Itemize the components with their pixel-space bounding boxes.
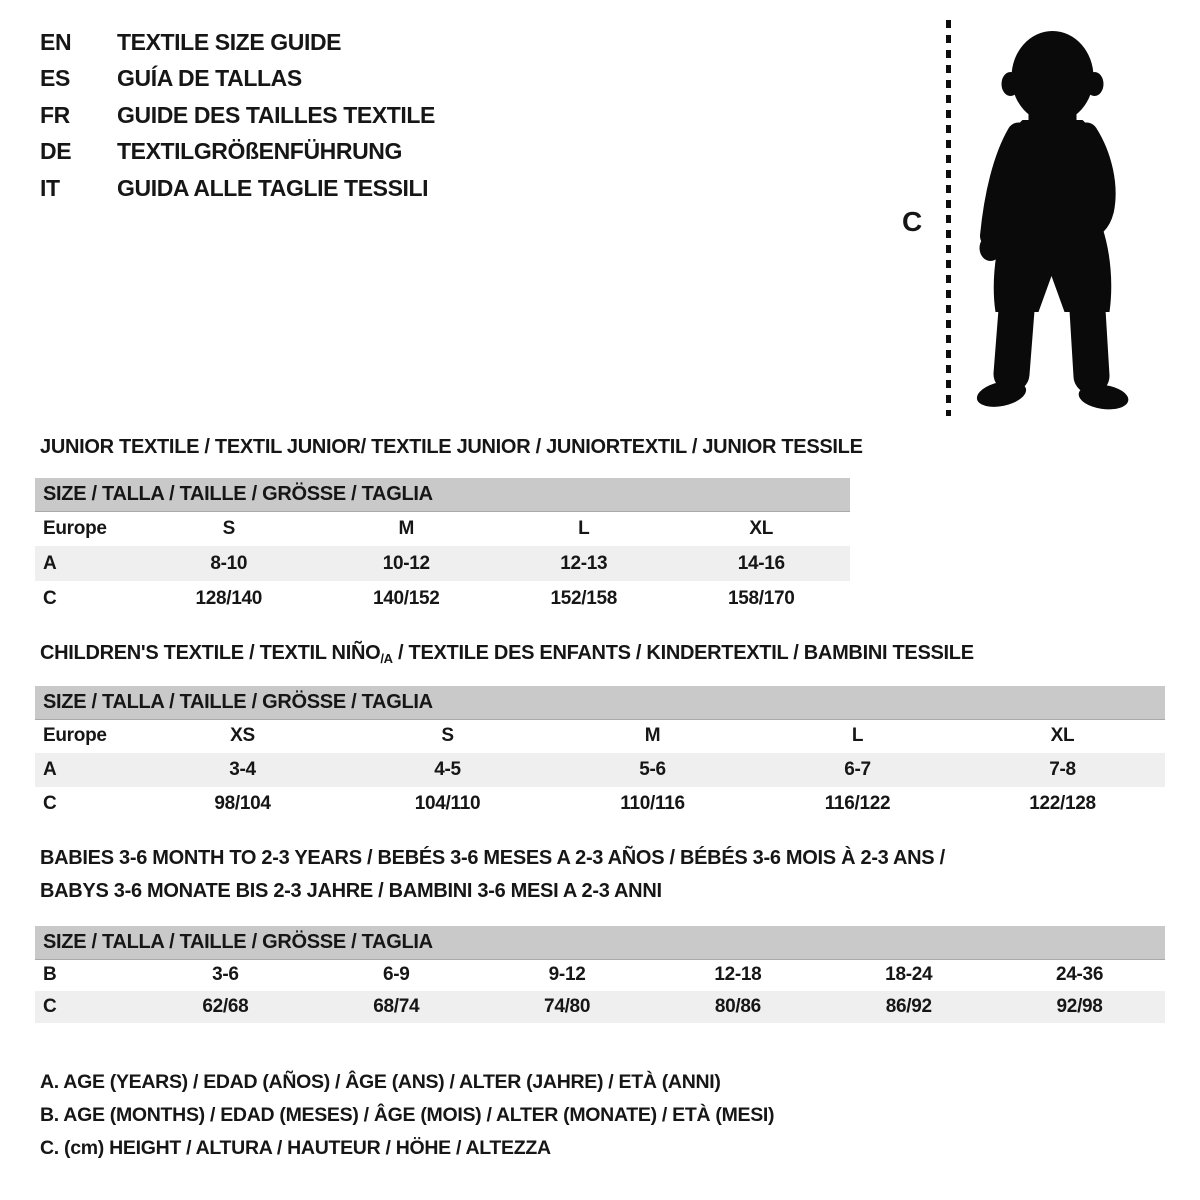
footnote-age-months: B. AGE (MONTHS) / EDAD (MESES) / ÂGE (MOIS) / ALTER (MONATE) / ETÀ (MESI)	[40, 1104, 775, 1126]
table-row	[35, 991, 1165, 1023]
size-cell: S	[441, 725, 454, 746]
children-size-table	[35, 686, 1165, 821]
age-cell: 3-6	[212, 964, 239, 985]
language-row-es	[40, 61, 435, 98]
children-title-post: / TEXTILE DES ENFANTS / KINDERTEXTIL / BAMBINI TESSILE	[392, 642, 974, 664]
row-label: Europe	[43, 517, 107, 539]
size-cell: L	[578, 517, 590, 539]
language-code: EN	[40, 28, 72, 55]
height-cell: 140/152	[372, 587, 440, 609]
language-row-it	[40, 170, 435, 207]
footnote-height-cm: C. (cm) HEIGHT / ALTURA / HAUTEUR / HÖHE / ALTEZZA	[40, 1137, 551, 1159]
age-cell: 9-12	[548, 964, 586, 985]
age-cell: 8-10	[210, 552, 248, 574]
table-row	[35, 511, 850, 546]
height-cell: 92/98	[1056, 996, 1103, 1017]
babies-size-table	[35, 926, 1165, 1023]
height-cell: 62/68	[202, 996, 249, 1017]
age-cell: 10-12	[382, 552, 430, 574]
junior-size-table	[35, 478, 850, 616]
height-cell: 122/128	[1029, 793, 1096, 814]
language-code: IT	[40, 174, 60, 201]
height-cell: 86/92	[885, 996, 932, 1017]
size-cell: XS	[230, 725, 255, 746]
size-cell: M	[398, 517, 415, 539]
language-code: ES	[40, 65, 70, 92]
table-row	[35, 959, 1165, 991]
height-cell: 110/116	[620, 793, 685, 814]
row-label: A	[43, 552, 57, 574]
language-title-list	[40, 24, 435, 207]
table-row	[35, 581, 850, 616]
row-label: C	[43, 587, 57, 609]
height-cell: 80/86	[714, 996, 761, 1017]
table-row	[35, 546, 850, 581]
height-cell: 152/158	[550, 587, 618, 609]
language-title: GUIDE DES TAILLES TEXTILE	[117, 101, 435, 128]
language-row-de	[40, 134, 435, 171]
row-label: A	[43, 759, 57, 780]
row-label: C	[43, 996, 57, 1017]
age-cell: 6-7	[844, 759, 871, 780]
toddler-silhouette	[962, 20, 1142, 420]
row-label: B	[43, 964, 57, 985]
age-cell: 18-24	[885, 964, 933, 985]
size-table-header: SIZE / TALLA / TAILLE / GRÖSSE / TAGLIA	[35, 926, 1165, 959]
age-cell: 6-9	[382, 964, 410, 985]
height-measure-dashed-line	[946, 20, 951, 416]
height-cell: 158/170	[727, 587, 795, 609]
height-cell: 128/140	[195, 587, 263, 609]
language-title: TEXTILE SIZE GUIDE	[117, 28, 342, 55]
table-row	[35, 719, 1165, 753]
height-measure-label: C	[902, 206, 923, 237]
language-title: TEXTILGRÖßENFÜHRUNG	[117, 138, 402, 165]
height-cell: 74/80	[544, 996, 591, 1017]
size-cell: XL	[1050, 725, 1075, 746]
size-cell: L	[851, 725, 864, 746]
size-table-header: SIZE / TALLA / TAILLE / GRÖSSE / TAGLIA	[35, 686, 1165, 719]
age-cell: 12-18	[714, 964, 762, 985]
size-cell: S	[222, 517, 235, 539]
height-cell: 104/110	[414, 793, 481, 814]
babies-section-title	[40, 842, 1040, 908]
row-label: C	[43, 793, 57, 814]
footnote-age-years: A. AGE (YEARS) / EDAD (AÑOS) / ÂGE (ANS) / ALTER (JAHRE) / ETÀ (ANNI)	[40, 1071, 721, 1093]
babies-title-line1: BABIES 3-6 MONTH TO 2-3 YEARS / BEBÉS 3-6 MESES A 2-3 AÑOS / BÉBÉS 3-6 MOIS À 2-3 ANS /	[40, 847, 945, 869]
legend-footnotes	[40, 1066, 774, 1165]
size-cell: M	[644, 725, 661, 746]
children-section-title	[40, 642, 974, 666]
babies-title-line2: BABYS 3-6 MONATE BIS 2-3 JAHRE / BAMBINI 3-6 MESI A 2-3 ANNI	[40, 880, 662, 902]
age-cell: 3-4	[229, 759, 256, 780]
table-row	[35, 753, 1165, 787]
age-cell: 7-8	[1049, 759, 1076, 780]
language-row-fr	[40, 97, 435, 134]
height-cell: 98/104	[214, 793, 271, 814]
language-title: GUÍA DE TALLAS	[117, 65, 302, 92]
junior-section-title: JUNIOR TEXTILE / TEXTIL JUNIOR/ TEXTILE JUNIOR / JUNIORTEXTIL / JUNIOR TESSILE	[40, 436, 863, 458]
size-cell: XL	[749, 517, 774, 539]
language-row-en	[40, 24, 435, 61]
height-cell: 116/122	[824, 793, 891, 814]
table-row	[35, 787, 1165, 821]
age-cell: 12-13	[560, 552, 608, 574]
row-label: Europe	[43, 725, 107, 746]
children-title-subscript: /A	[380, 651, 393, 666]
language-title: GUIDA ALLE TAGLIE TESSILI	[117, 174, 429, 201]
size-table-header: SIZE / TALLA / TAILLE / GRÖSSE / TAGLIA	[35, 478, 850, 511]
age-cell: 14-16	[737, 552, 785, 574]
language-code: DE	[40, 138, 72, 165]
language-code: FR	[40, 101, 70, 128]
age-cell: 5-6	[639, 759, 666, 780]
age-cell: 24-36	[1056, 964, 1104, 985]
age-cell: 4-5	[434, 759, 461, 780]
height-cell: 68/74	[373, 996, 420, 1017]
children-title-pre: CHILDREN'S TEXTILE / TEXTIL NIÑO	[40, 642, 381, 664]
